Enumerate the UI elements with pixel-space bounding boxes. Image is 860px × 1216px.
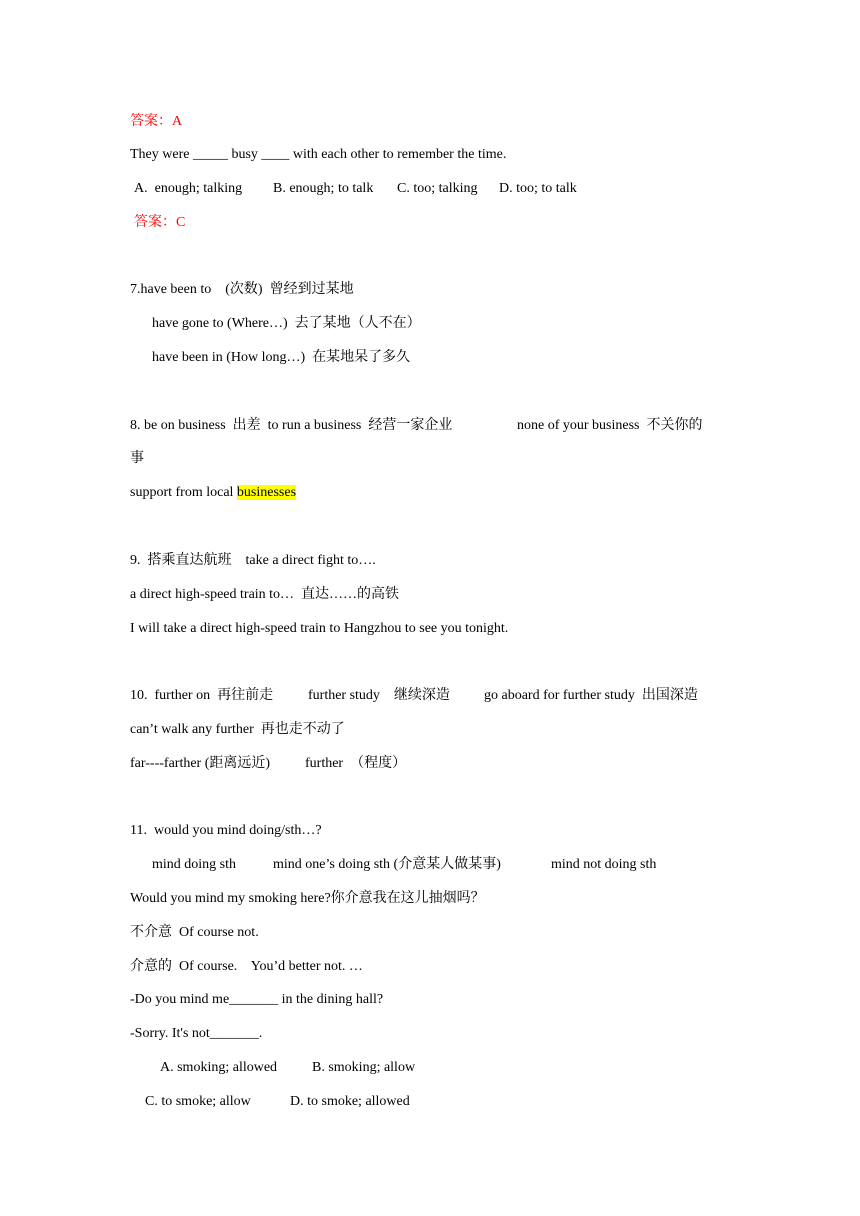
option-b: B. enough; to talk	[273, 181, 374, 196]
item-10-phrase: further study 继续深造	[308, 688, 450, 703]
item-9-example: I will take a direct high-speed train to Hangzhou to see you tonight.	[130, 621, 509, 636]
option-b: B. smoking; allow	[312, 1060, 416, 1075]
item-9-heading: 9. 搭乘直达航班 take a direct fight to….	[130, 553, 376, 568]
item-7-heading: 7.have been to (次数) 曾经到过某地	[130, 282, 354, 297]
item-9-line: a direct high-speed train to… 直达……的高铁	[130, 587, 400, 602]
item-11-question: -Do you mind me_______ in the dining hall?	[130, 992, 384, 1007]
highlighted-word: businesses	[236, 485, 297, 500]
item-11-line: 介意的 Of course. You’d better not. …	[130, 959, 363, 974]
item-8-example	[130, 483, 296, 503]
item-7-line: have been in (How long…) 在某地呆了多久	[152, 350, 411, 365]
example-text: support from local	[130, 485, 237, 500]
option-c: C. to smoke; allow	[145, 1094, 251, 1109]
answer-text: 答案：C	[134, 215, 186, 230]
item-8-wrap: 事	[130, 451, 144, 466]
option-c: C. too; talking	[397, 181, 478, 196]
item-10-line: can’t walk any further 再也走不动了	[130, 722, 345, 737]
answer-text: 答案：A	[130, 114, 183, 129]
option-a: A. enough; talking	[134, 181, 243, 196]
question-sentence: They were _____ busy ____ with each other to remember the time.	[130, 147, 507, 162]
option-d: D. too; to talk	[499, 181, 577, 196]
item-11-phrase: mind one’s doing sth (介意某人做某事)	[273, 857, 501, 872]
item-7-line: have gone to (Where…) 去了某地（人不在）	[152, 316, 421, 331]
item-10-line: further （程度）	[305, 756, 407, 771]
option-a: A. smoking; allowed	[160, 1060, 278, 1075]
item-11-example: Would you mind my smoking here?你介意我在这儿抽烟吗？	[130, 891, 485, 906]
item-8-heading: 8. be on business 出差 to run a business 经营一家企业	[130, 418, 453, 433]
item-11-heading: 11. would you mind doing/sth…?	[130, 823, 322, 838]
item-10-line: far----farther (距离远近)	[130, 756, 271, 771]
item-10-heading: 10. further on 再往前走	[130, 688, 274, 703]
item-11-line: 不介意 Of course not.	[130, 925, 259, 940]
option-d: D. to smoke; allowed	[290, 1094, 410, 1109]
item-10-phrase: go aboard for further study 出国深造	[484, 688, 698, 703]
item-11-question: -Sorry. It's not_______.	[130, 1026, 263, 1041]
item-11-phrase: mind doing sth	[152, 857, 237, 872]
item-8-phrase: none of your business 不关你的	[517, 418, 703, 433]
item-11-phrase: mind not doing sth	[551, 857, 657, 872]
